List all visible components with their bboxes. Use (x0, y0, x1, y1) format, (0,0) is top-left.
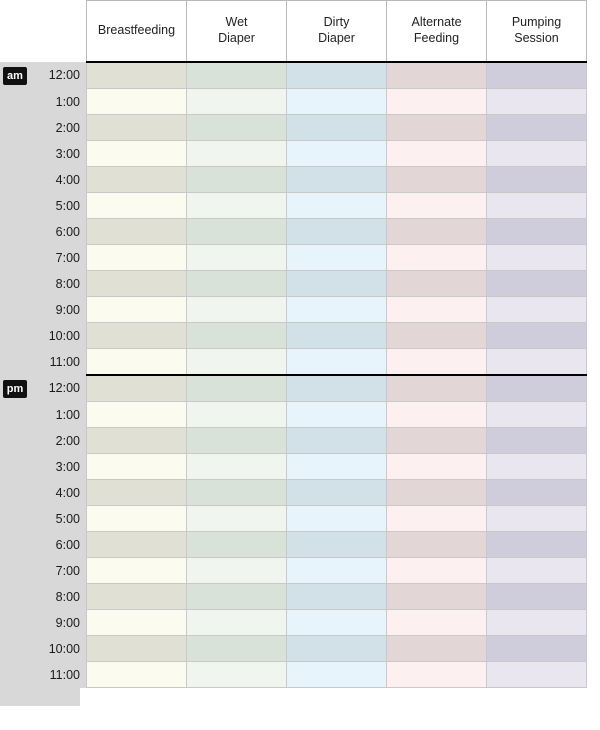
time-label: 10:00 (30, 323, 87, 349)
log-cell[interactable] (187, 584, 287, 610)
log-cell[interactable] (487, 141, 587, 167)
log-cell[interactable] (187, 375, 287, 402)
log-cell[interactable] (487, 271, 587, 297)
log-cell[interactable] (387, 167, 487, 193)
ampm-marker-cell (0, 141, 30, 167)
time-label: 4:00 (30, 167, 87, 193)
log-cell[interactable] (487, 375, 587, 402)
log-cell[interactable] (387, 402, 487, 428)
header-row (0, 1, 587, 63)
log-cell[interactable] (87, 323, 187, 349)
log-cell[interactable] (487, 62, 587, 89)
log-cell[interactable] (87, 610, 187, 636)
log-cell[interactable] (187, 115, 287, 141)
time-label: 10:00 (30, 636, 87, 662)
log-cell[interactable] (387, 454, 487, 480)
log-cell[interactable] (287, 480, 387, 506)
ampm-marker-cell (0, 271, 30, 297)
log-cell[interactable] (387, 558, 487, 584)
log-cell[interactable] (387, 62, 487, 89)
time-label: 2:00 (30, 115, 87, 141)
table-row (0, 558, 587, 584)
log-cell[interactable] (187, 141, 287, 167)
ampm-marker-cell (0, 480, 30, 506)
log-cell[interactable] (187, 245, 287, 271)
ampm-marker-cell (0, 193, 30, 219)
table-row (0, 167, 587, 193)
time-label: 7:00 (30, 558, 87, 584)
log-cell[interactable] (187, 532, 287, 558)
table-row (0, 349, 587, 376)
log-cell[interactable] (187, 349, 287, 376)
log-cell[interactable] (487, 297, 587, 323)
ampm-marker-cell (0, 219, 30, 245)
log-cell[interactable] (387, 428, 487, 454)
time-label: 1:00 (30, 89, 87, 115)
log-cell[interactable] (287, 323, 387, 349)
table-row (0, 428, 587, 454)
column-header-line1: Alternate (411, 15, 462, 30)
time-label: 1:00 (30, 402, 87, 428)
time-label: 11:00 (30, 349, 87, 376)
table-row (0, 610, 587, 636)
ampm-marker-cell (0, 89, 30, 115)
log-cell[interactable] (287, 245, 387, 271)
log-cell[interactable] (87, 141, 187, 167)
log-cell[interactable] (287, 167, 387, 193)
log-cell[interactable] (187, 297, 287, 323)
ampm-marker-cell (0, 454, 30, 480)
time-label: 3:00 (30, 454, 87, 480)
log-cell[interactable] (487, 480, 587, 506)
table-row (0, 454, 587, 480)
log-cell[interactable] (187, 636, 287, 662)
log-cell[interactable] (487, 558, 587, 584)
log-cell[interactable] (287, 89, 387, 115)
log-cell[interactable] (287, 636, 387, 662)
table-row (0, 62, 587, 89)
log-cell[interactable] (387, 662, 487, 688)
log-cell[interactable] (87, 89, 187, 115)
log-cell[interactable] (87, 219, 187, 245)
log-cell[interactable] (487, 428, 587, 454)
time-label: 6:00 (30, 219, 87, 245)
table-row (0, 402, 587, 428)
log-cell[interactable] (87, 454, 187, 480)
ampm-marker-cell (0, 402, 30, 428)
log-cell[interactable] (287, 62, 387, 89)
column-header-alternate-feeding (387, 1, 487, 63)
ampm-marker-cell (0, 115, 30, 141)
log-cell[interactable] (387, 506, 487, 532)
log-cell[interactable] (287, 115, 387, 141)
column-header-line2: Diaper (318, 31, 355, 45)
table-row (0, 323, 587, 349)
ampm-marker-cell (0, 662, 30, 688)
time-label: 5:00 (30, 193, 87, 219)
log-cell[interactable] (87, 662, 187, 688)
time-label: 9:00 (30, 610, 87, 636)
log-cell[interactable] (187, 454, 287, 480)
log-cell[interactable] (287, 141, 387, 167)
log-cell[interactable] (87, 193, 187, 219)
log-cell[interactable] (487, 89, 587, 115)
ampm-badge: pm (3, 380, 28, 398)
ampm-marker-cell (0, 428, 30, 454)
column-header-line1: Dirty (323, 15, 350, 30)
log-cell[interactable] (487, 454, 587, 480)
column-header-line1: Breastfeeding (97, 23, 176, 38)
log-cell[interactable] (487, 506, 587, 532)
log-cell[interactable] (487, 323, 587, 349)
log-cell[interactable] (487, 245, 587, 271)
log-cell[interactable] (387, 115, 487, 141)
log-cell[interactable] (187, 558, 287, 584)
table-body (0, 62, 587, 688)
table-row (0, 532, 587, 558)
log-cell[interactable] (387, 193, 487, 219)
log-cell[interactable] (487, 115, 587, 141)
log-cell[interactable] (187, 428, 287, 454)
ampm-marker-cell (0, 610, 30, 636)
log-cell[interactable] (87, 636, 187, 662)
log-cell[interactable] (287, 271, 387, 297)
log-cell[interactable] (387, 375, 487, 402)
log-cell[interactable] (287, 506, 387, 532)
log-cell[interactable] (87, 428, 187, 454)
log-cell[interactable] (387, 297, 487, 323)
log-cell[interactable] (87, 402, 187, 428)
table-row (0, 584, 587, 610)
log-cell[interactable] (287, 375, 387, 402)
log-cell[interactable] (487, 662, 587, 688)
log-cell[interactable] (387, 584, 487, 610)
table-row (0, 219, 587, 245)
table-row (0, 480, 587, 506)
log-cell[interactable] (87, 297, 187, 323)
ampm-badge: am (3, 67, 27, 85)
table-row (0, 506, 587, 532)
table-row (0, 89, 587, 115)
log-cell[interactable] (287, 219, 387, 245)
time-label: 5:00 (30, 506, 87, 532)
log-cell[interactable] (287, 349, 387, 376)
log-cell[interactable] (487, 610, 587, 636)
log-cell[interactable] (187, 402, 287, 428)
ampm-marker-cell (0, 532, 30, 558)
log-cell[interactable] (187, 167, 287, 193)
log-cell[interactable] (387, 89, 487, 115)
log-cell[interactable] (87, 167, 187, 193)
column-header-line2: Diaper (218, 31, 255, 45)
log-cell[interactable] (487, 349, 587, 376)
log-cell[interactable] (487, 584, 587, 610)
ampm-marker-cell (0, 167, 30, 193)
log-cell[interactable] (187, 219, 287, 245)
log-cell[interactable] (487, 219, 587, 245)
log-cell[interactable] (387, 349, 487, 376)
log-cell[interactable] (87, 62, 187, 89)
log-cell[interactable] (87, 480, 187, 506)
ampm-marker-cell (0, 558, 30, 584)
log-cell[interactable] (287, 193, 387, 219)
ampm-marker-cell (0, 245, 30, 271)
log-cell[interactable] (87, 584, 187, 610)
time-label: 2:00 (30, 428, 87, 454)
log-cell[interactable] (287, 454, 387, 480)
log-cell[interactable] (387, 141, 487, 167)
column-header-line2: Feeding (413, 31, 460, 45)
table-row (0, 115, 587, 141)
log-cell[interactable] (287, 584, 387, 610)
log-cell[interactable] (187, 506, 287, 532)
time-label: 8:00 (30, 584, 87, 610)
log-cell[interactable] (187, 610, 287, 636)
log-cell[interactable] (487, 402, 587, 428)
time-label: 12:00 (30, 62, 87, 89)
table-row (0, 662, 587, 688)
log-cell[interactable] (387, 245, 487, 271)
table-header (0, 1, 587, 63)
header-corner (0, 1, 87, 63)
ampm-marker-cell (0, 506, 30, 532)
ampm-marker-cell (0, 323, 30, 349)
ampm-marker-cell (0, 349, 30, 376)
time-label: 12:00 (30, 375, 87, 402)
ampm-marker-cell (0, 297, 30, 323)
column-header-line1: Wet (225, 15, 248, 30)
table-row (0, 193, 587, 219)
log-cell[interactable] (287, 428, 387, 454)
ampm-marker-cell (0, 636, 30, 662)
log-cell[interactable] (287, 558, 387, 584)
table-row (0, 271, 587, 297)
table-row (0, 375, 587, 402)
column-header-line2: Session (514, 31, 559, 45)
table-row (0, 636, 587, 662)
log-cell[interactable] (187, 62, 287, 89)
log-cell[interactable] (387, 271, 487, 297)
log-cell[interactable] (387, 219, 487, 245)
time-label: 3:00 (30, 141, 87, 167)
log-cell[interactable] (87, 115, 187, 141)
log-cell[interactable] (87, 532, 187, 558)
log-cell[interactable] (487, 193, 587, 219)
log-cell[interactable] (87, 558, 187, 584)
column-header-pumping-session (487, 1, 587, 63)
table-row (0, 141, 587, 167)
log-cell[interactable] (187, 193, 287, 219)
column-header-wet-diaper (187, 1, 287, 63)
time-label: 11:00 (30, 662, 87, 688)
ampm-marker-cell (0, 375, 30, 402)
log-cell[interactable] (487, 636, 587, 662)
log-cell[interactable] (87, 375, 187, 402)
log-cell[interactable] (387, 323, 487, 349)
log-cell[interactable] (87, 506, 187, 532)
column-header-dirty-diaper (287, 1, 387, 63)
column-header-breastfeeding (87, 1, 187, 63)
log-cell[interactable] (87, 245, 187, 271)
table-row (0, 245, 587, 271)
log-cell[interactable] (487, 167, 587, 193)
time-label: 4:00 (30, 480, 87, 506)
table-row (0, 297, 587, 323)
log-cell[interactable] (487, 532, 587, 558)
log-cell[interactable] (387, 532, 487, 558)
log-cell[interactable] (187, 662, 287, 688)
log-cell[interactable] (287, 402, 387, 428)
time-label: 8:00 (30, 271, 87, 297)
log-cell[interactable] (87, 271, 187, 297)
log-cell[interactable] (387, 610, 487, 636)
log-cell[interactable] (87, 349, 187, 376)
time-label: 7:00 (30, 245, 87, 271)
time-label: 6:00 (30, 532, 87, 558)
log-cell[interactable] (287, 297, 387, 323)
time-label: 9:00 (30, 297, 87, 323)
log-cell[interactable] (287, 662, 387, 688)
log-cell[interactable] (387, 636, 487, 662)
log-cell[interactable] (287, 532, 387, 558)
log-cell[interactable] (187, 89, 287, 115)
log-cell[interactable] (187, 480, 287, 506)
log-cell[interactable] (187, 271, 287, 297)
column-header-line1: Pumping (511, 15, 562, 30)
ampm-marker-cell (0, 62, 30, 89)
log-cell[interactable] (287, 610, 387, 636)
log-cell[interactable] (387, 480, 487, 506)
log-cell[interactable] (187, 323, 287, 349)
ampm-marker-cell (0, 584, 30, 610)
